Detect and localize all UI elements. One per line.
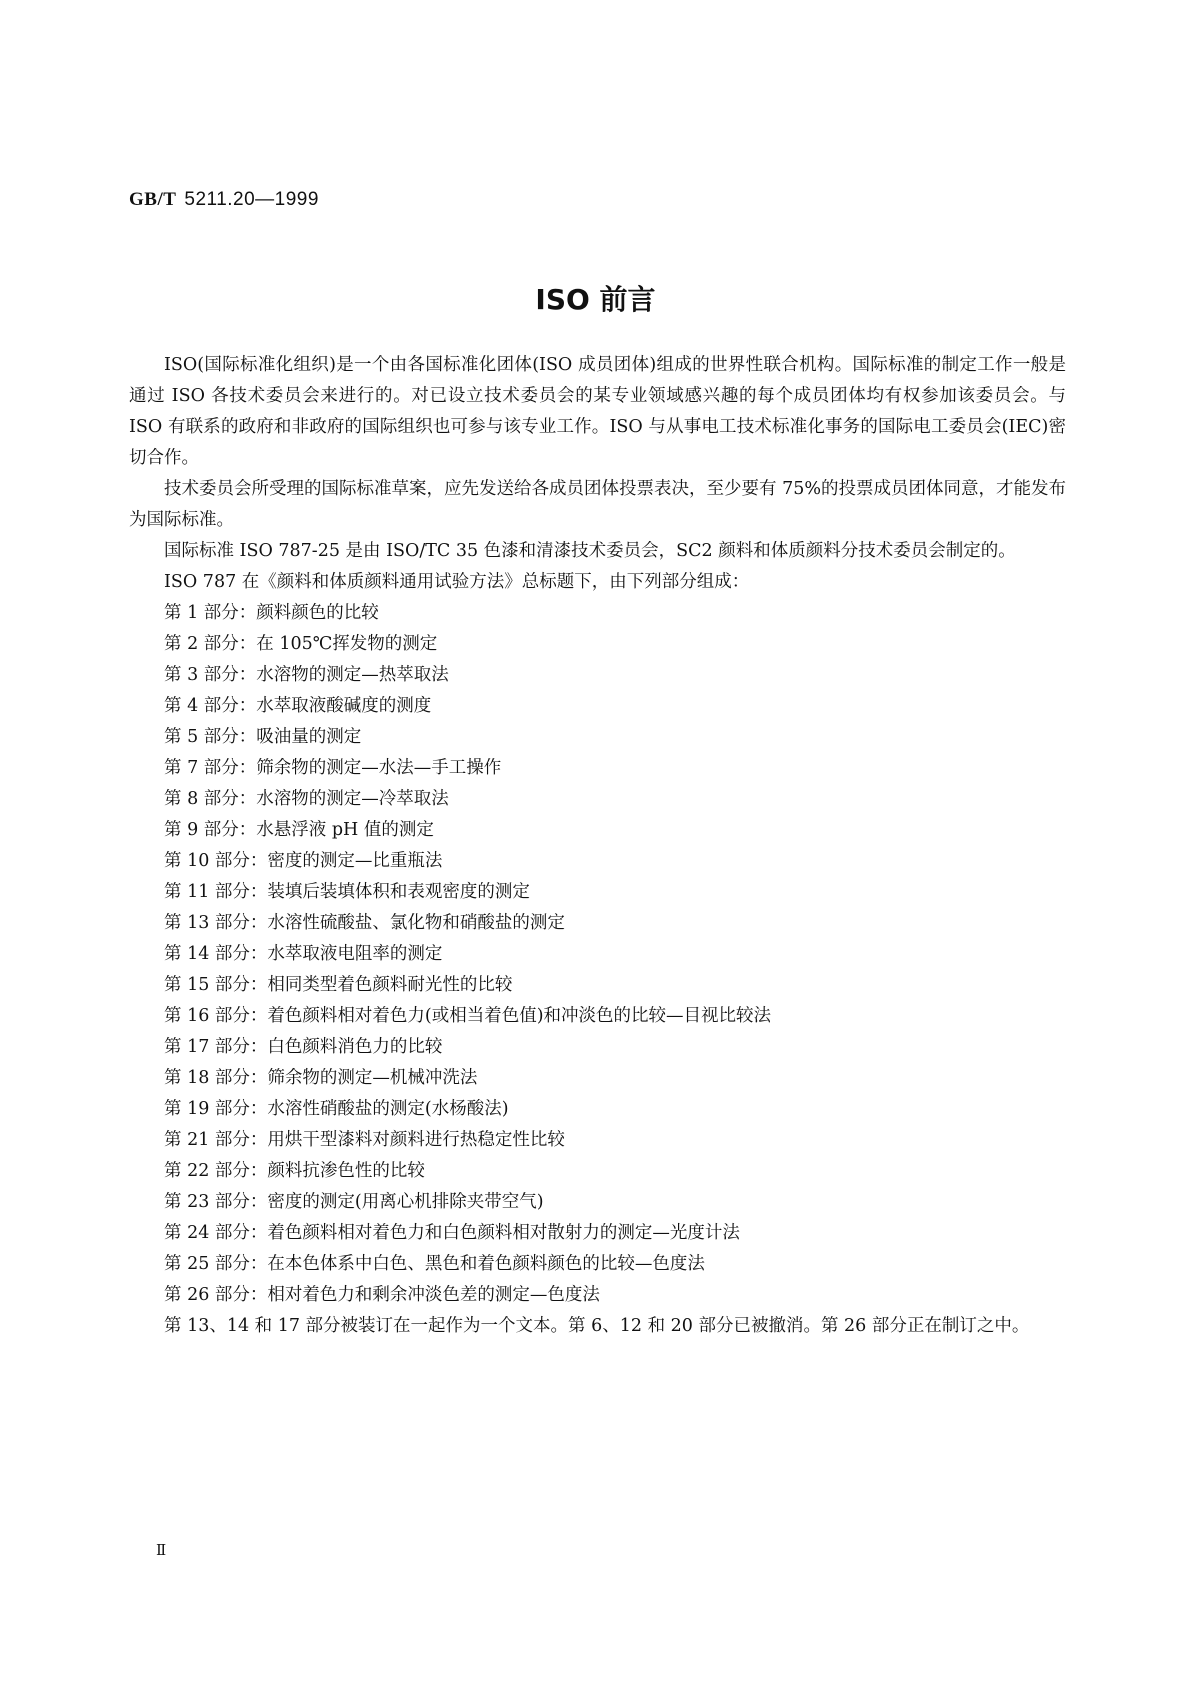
- page-title: ISO 前言: [535, 283, 656, 316]
- list-item: 第 5 部分：吸油量的测定: [164, 727, 362, 747]
- list-item: 第 3 部分：水溶物的测定—热萃取法: [164, 665, 449, 685]
- parts-list: [129, 598, 1066, 1311]
- list-item: 第 13 部分：水溶性硫酸盐、氯化物和硝酸盐的测定: [164, 913, 565, 933]
- list-item: 第 17 部分：白色颜料消色力的比较: [164, 1037, 443, 1057]
- list-item: 第 14 部分：水萃取液电阻率的测定: [164, 944, 443, 964]
- standard-prefix: GB/T: [129, 189, 177, 210]
- list-item: 第 22 部分：颜料抗渗色性的比较: [164, 1161, 425, 1181]
- list-item: 第 8 部分：水溶物的测定—冷萃取法: [164, 789, 449, 809]
- list-item: 第 25 部分：在本色体系中白色、黑色和着色颜料颜色的比较—色度法: [164, 1254, 705, 1274]
- page-number: Ⅱ: [156, 1543, 167, 1559]
- intro-paragraph-3: 国际标准 ISO 787-25 是由 ISO/TC 35 色漆和清漆技术委员会，SC2 颜料和体质颜料分技术委员会制定的。: [164, 541, 1016, 561]
- list-item: 第 9 部分：水悬浮液 pH 值的测定: [164, 820, 434, 840]
- list-item: 第 11 部分：装填后装填体积和表观密度的测定: [164, 882, 530, 902]
- list-item: 第 4 部分：水萃取液酸碱度的测度: [164, 696, 432, 716]
- list-item: 第 18 部分：筛余物的测定—机械冲洗法: [164, 1068, 478, 1088]
- intro-paragraph-1: ISO(国际标准化组织)是一个由各国标准化团体(ISO 成员团体)组成的世界性联合机构。国际标准的制定工作一般是通过 ISO 各技术委员会来进行的。对已设立技术委员会的某专业领域感兴趣的每个成员团体均有权参加该委员会。与 ISO 有联系的政府和非政府的国际组织也可参与该专业工作。ISO 与从事电工技术标准化事务的国际电工委员会(IEC)密切合作。: [129, 355, 1066, 468]
- list-item: 第 16 部分：着色颜料相对着色力(或相当着色值)和冲淡色的比较—目视比较法: [164, 1006, 772, 1026]
- list-item: 第 21 部分：用烘干型漆料对颜料进行热稳定性比较: [164, 1130, 565, 1150]
- intro-paragraph-2: 技术委员会所受理的国际标准草案，应先发送给各成员团体投票表决，至少要有 75%的投票成员团体同意，才能发布为国际标准。: [129, 479, 1066, 530]
- document-body: [129, 350, 1066, 1342]
- list-item: 第 1 部分：颜料颜色的比较: [164, 603, 379, 623]
- list-item: 第 10 部分：密度的测定—比重瓶法: [164, 851, 443, 871]
- list-item: 第 23 部分：密度的测定(用离心机排除夹带空气): [164, 1192, 544, 1212]
- list-item: 第 24 部分：着色颜料相对着色力和白色颜料相对散射力的测定—光度计法: [164, 1223, 740, 1243]
- standard-code: 5211.20—1999: [184, 189, 319, 210]
- list-item: 第 26 部分：相对着色力和剩余冲淡色差的测定—色度法: [164, 1285, 600, 1305]
- list-item: 第 2 部分：在 105℃挥发物的测定: [164, 634, 438, 654]
- list-item: 第 19 部分：水溶性硝酸盐的测定(水杨酸法): [164, 1099, 509, 1119]
- parts-list-intro: ISO 787 在《颜料和体质颜料通用试验方法》总标题下，由下列部分组成：: [164, 572, 750, 592]
- standard-number: [129, 188, 319, 211]
- list-item: 第 15 部分：相同类型着色颜料耐光性的比较: [164, 975, 513, 995]
- list-item: 第 7 部分：筛余物的测定—水法—手工操作: [164, 758, 502, 778]
- closing-paragraph: 第 13、14 和 17 部分被装订在一起作为一个文本。第 6、12 和 20 部分已被撤消。第 26 部分正在制订之中。: [164, 1316, 1030, 1336]
